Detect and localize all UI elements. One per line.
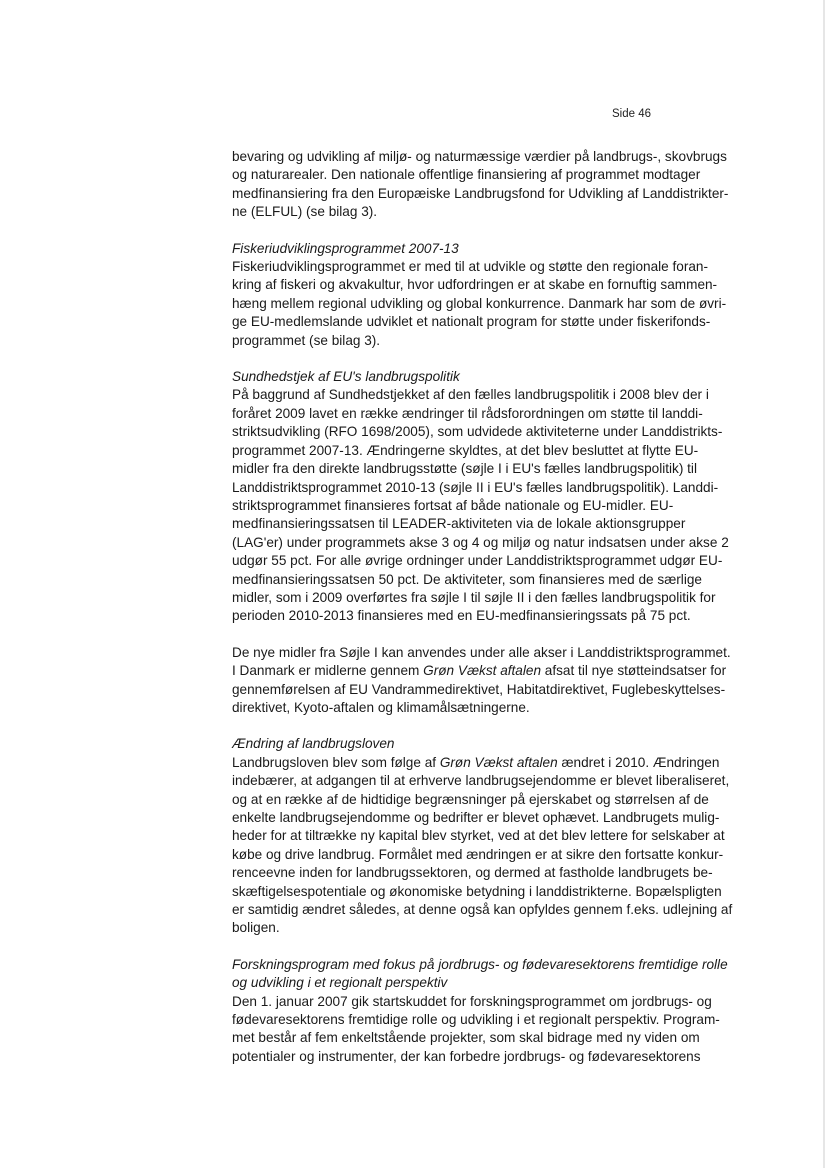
- text-line: foråret 2009 lavet en række ændringer til rådsforordningen om støtte til landdi-: [232, 405, 703, 421]
- text-line: er samtidig ændret således, at denne også kan opfyldes gennem f.eks. udlejning af: [232, 902, 733, 918]
- text-line: programmet 2007-13. Ændringerne skyldtes, at det blev besluttet at flytte EU-: [232, 442, 699, 458]
- text-line: hæng mellem regional udvikling og global konkurrence. Danmark har som de øvri-: [232, 295, 727, 311]
- text-line: ge EU-medlemslande udviklet et nationalt program for støtte under fiskerifonds-: [232, 314, 711, 330]
- text-line: midler, som i 2009 overførtes fra søjle I til søjle II i den fælles landbrugspolitik for: [232, 589, 716, 605]
- section-forskningsprogram: [232, 956, 752, 1066]
- section-paragraph: [232, 258, 752, 350]
- text-line: og naturarealer. Den nationale offentlige finansiering af programmet modtager: [232, 167, 701, 183]
- text-line: striktsudvikling (RFO 1698/2005), som udvidede aktiviteterne under Landdistrikts-: [232, 424, 723, 440]
- section-sundhedstjek: [232, 368, 752, 717]
- section-landbrugsloven: [232, 735, 752, 937]
- section-paragraph-extra: [232, 644, 752, 718]
- text-line: renceevne inden for landbrugssektoren, og dermed at fastholde landbrugets be-: [232, 865, 713, 881]
- text-line: heder for at tiltrække ny kapital blev styrket, ved at det blev lettere for selskaber at: [232, 828, 725, 844]
- text-line: købe og drive landbrug. Formålet med ændringen er at sikre den fortsatte konkur-: [232, 846, 724, 862]
- text-line: [232, 754, 752, 772]
- text-segment: Landbrugsloven blev som følge af: [232, 754, 440, 770]
- heading-line: Ændring af landbrugsloven: [232, 736, 395, 752]
- text-line: gennemførelsen af EU Vandrammedirektivet, Habitatdirektivet, Fuglebeskyttelses-: [232, 681, 726, 697]
- section-fiskeri: [232, 240, 752, 350]
- intro-paragraph: [232, 148, 752, 222]
- text-line: enkelte landbrugsejendomme og bedrifter er blevet ophævet. Landbrugets mulig-: [232, 810, 720, 825]
- text-line: medfinansiering fra den Europæiske Landbrugsfond for Udvikling af Landdistrikter-: [232, 185, 729, 201]
- text-line: (LAG'er) under programmets akse 3 og 4 og miljø og natur indsatsen under akse 2: [232, 534, 729, 550]
- italic-reference: Grøn Vækst aftalen: [423, 663, 542, 679]
- text-line: På baggrund af Sundhedstjekket af den fælles landbrugspolitik i 2008 blev der i: [232, 387, 709, 403]
- text-segment: ændret i 2010. Ændringen: [557, 754, 720, 770]
- section-heading: [232, 368, 752, 386]
- text-line: potentialer og instrumenter, der kan forbedre jordbrugs- og fødevaresektorens: [232, 1048, 701, 1064]
- text-segment: I Danmark er midlerne gennem: [232, 663, 424, 679]
- section-paragraph: [232, 993, 752, 1067]
- text-line: kring af fiskeri og akvakultur, hvor udfordringen er at skabe en fornuftig sammen-: [232, 277, 718, 293]
- text-line: striktsprogrammet finansieres fortsat af både nationale og EU-midler. EU-: [232, 497, 674, 513]
- section-paragraph: [232, 754, 752, 938]
- text-line: ne (ELFUL) (se bilag 3).: [232, 204, 378, 220]
- text-line: indebærer, at adgangen til at erhverve landbrugsejendomme er blevet liberaliseret,: [232, 773, 730, 789]
- heading-line: Forskningsprogram med fokus på jordbrugs- og fødevaresektorens fremtidige rolle: [232, 956, 728, 972]
- page-number: Side 46: [612, 108, 652, 120]
- text-line: medfinansieringssatsen til LEADER-aktiviteten via de lokale aktionsgrupper: [232, 516, 686, 532]
- heading-line: Fiskeriudviklingsprogrammet 2007-13: [232, 240, 459, 256]
- text-line: De nye midler fra Søjle I kan anvendes under alle akser i Landdistriktsprogrammet.: [232, 644, 731, 660]
- text-line: og at en række af de hidtidige begrænsninger på ejerskabet og størrelsen af de: [232, 791, 709, 807]
- text-line: Fiskeriudviklingsprogrammet er med til at udvikle og støtte den regionale foran-: [232, 259, 708, 275]
- text-line: perioden 2010-2013 finansieres med en EU-medfinansieringssats på 75 pct.: [232, 608, 691, 624]
- text-line: fødevaresektorens fremtidige rolle og udvikling i et regionalt perspektiv. Program-: [232, 1012, 720, 1028]
- text-line: midler fra den direkte landbrugsstøtte (søjle I i EU's fælles landbrugspolitik) til: [232, 461, 697, 477]
- text-line: bevaring og udvikling af miljø- og naturmæssige værdier på landbrugs-, skovbrugs: [232, 149, 727, 164]
- text-line: medfinansieringssatsen 50 pct. De aktiviteter, som finansieres med de særlige: [232, 571, 702, 587]
- section-heading: [232, 956, 752, 993]
- text-line: programmet (se bilag 3).: [232, 332, 381, 348]
- section-paragraph: [232, 386, 752, 625]
- text-line: Landdistriktsprogrammet 2010-13 (søjle II i EU's fælles landbrugspolitik). Landdi-: [232, 479, 719, 495]
- section-heading: [232, 735, 752, 753]
- italic-reference: Grøn Vækst aftalen: [439, 754, 558, 770]
- text-line: skæftigelsespotentiale og økonomiske betydning i landdistrikterne. Bopælspligten: [232, 883, 722, 899]
- text-line: boligen.: [232, 920, 280, 936]
- section-heading: [232, 240, 752, 258]
- text-line: udgør 55 pct. For alle øvrige ordninger under Landdistriktsprogrammet udgør EU-: [232, 553, 723, 569]
- heading-line: og udvikling i et regionalt perspektiv: [232, 975, 448, 991]
- text-line: [232, 662, 752, 680]
- text-line: met består af fem enkeltstående projekter, som skal bidrage med ny viden om: [232, 1030, 700, 1046]
- text-segment: afsat til nye støtteindsatser for: [541, 663, 727, 679]
- document-body: [232, 148, 752, 1066]
- heading-line: Sundhedstjek af EU's landbrugspolitik: [232, 369, 460, 385]
- text-line: direktivet, Kyoto-aftalen og klimamålsætningerne.: [232, 699, 530, 715]
- text-line: Den 1. januar 2007 gik startskuddet for forskningsprogrammet om jordbrugs- og: [232, 993, 712, 1009]
